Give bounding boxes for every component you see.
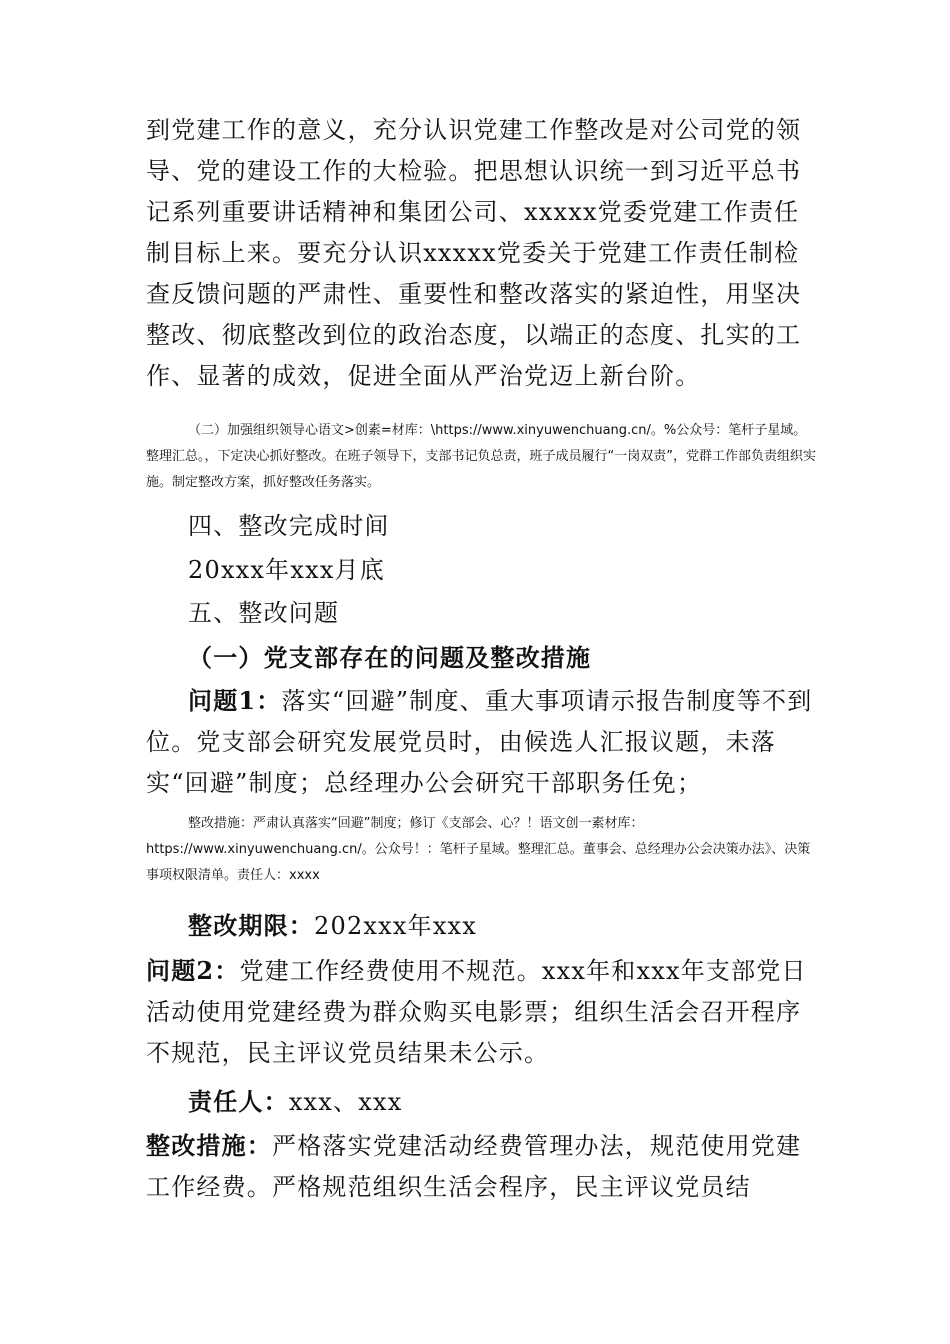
responsible-person [146, 1081, 816, 1123]
issue-1 [146, 680, 816, 804]
completion-date: 20xxx年xxx月底 [188, 556, 385, 584]
measure-2-text: 严格落实党建活动经费管理办法，规范使用党建工作经费。严格规范组织生活会程序，民主评议党员结 [146, 1132, 802, 1201]
measure-2 [146, 1125, 816, 1208]
measure-1: 整改措施：严肃认真落实“回避”制度；修订《支部会、心？！语文创一素材库：https://www.xinyuwenchuang.cn/。公众号！：笔杆子星域。整理汇总。董事会、总经理办公会决策办法》、决策事项权限清单。责任人：xxxx [146, 816, 811, 883]
issue-2 [146, 950, 816, 1074]
deadline-value: 202xxx年xxx [314, 912, 478, 940]
paragraph-intro: 到党建工作的意义，充分认识党建工作整改是对公司党的领导、党的建设工作的大检验。把思想认识统一到习近平总书记系列重要讲话精神和集团公司、xxxxx党委党建工作责任制目标上来。要充分认识xxxxx党委关于党建工作责任制检查反馈问题的严肃性、重要性和整改落实的紧迫性，用坚决整改、彻底整改到位的政治态度，以端正的态度、扎实的工作、显著的成效，促进全面从严治党迈上新台阶。 [146, 116, 802, 390]
issue-2-label: 问题2： [146, 956, 240, 985]
measure-2-label: 整改措施： [146, 1131, 272, 1160]
deadline [146, 905, 816, 947]
deadline-label: 整改期限： [188, 911, 314, 940]
heading-issues: 五、整改问题 [188, 599, 340, 627]
issue-1-text: 落实“回避”制度、重大事项请示报告制度等不到位。党支部会研究发展党员时，由候选人汇报议题，未落实“回避”制度；总经理办公会研究干部职务任免； [146, 687, 813, 797]
heading-completion-time: 四、整改完成时间 [188, 512, 390, 540]
heading-branch-issues: （一）党支部存在的问题及整改措施 [188, 643, 592, 672]
responsible-label: 责任人： [188, 1087, 289, 1116]
responsible-value: xxx、xxx [288, 1088, 403, 1116]
paragraph-section-2: （二）加强组织领导心语文>创素=材库：\https://www.xinyuwenchuang.cn/。%公众号：笔杆子星域。整理汇总。，下定决心抓好整改。在班子领导下，支部书记负总责，班子成员履行“一岗双责”，党群工作部负责组织实施。制定整改方案，抓好整改任务落实。 [146, 423, 816, 490]
issue-2-text: 党建工作经费使用不规范。xxx年和xxx年支部党日活动使用党建经费为群众购买电影票；组织生活会召开程序不规范，民主评议党员结果未公示。 [146, 957, 807, 1067]
issue-1-label: 问题1： [188, 686, 282, 715]
